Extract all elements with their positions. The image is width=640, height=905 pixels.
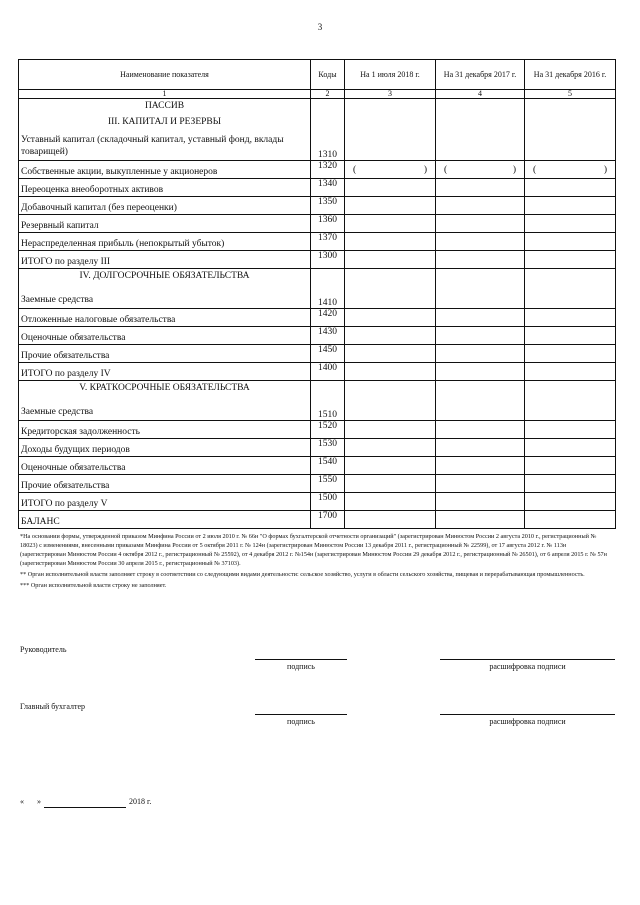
table-row bbox=[19, 251, 616, 269]
column-number: 1 bbox=[19, 90, 311, 99]
signature-line bbox=[255, 714, 347, 715]
row-code: 1400 bbox=[311, 363, 345, 381]
value-cell bbox=[436, 327, 525, 345]
row-name: Прочие обязательства bbox=[19, 475, 311, 493]
table-row bbox=[19, 439, 616, 457]
value-cell bbox=[525, 197, 616, 215]
value-cell bbox=[525, 99, 616, 161]
value-cell bbox=[345, 179, 436, 197]
row-code: 1530 bbox=[311, 439, 345, 457]
footnote: *** Орган исполнительной власти строку не заполняет. bbox=[20, 582, 167, 589]
accountant-label: Главный бухгалтер bbox=[20, 702, 85, 711]
row-name: Заемные средства bbox=[21, 295, 94, 305]
paren-close: ) bbox=[603, 164, 607, 175]
row-name: Нераспределенная прибыль (непокрытый убыток) bbox=[19, 233, 311, 251]
value-cell bbox=[345, 197, 436, 215]
value-cell bbox=[436, 215, 525, 233]
row-name: Оценочные обязательства bbox=[19, 327, 311, 345]
value-cell bbox=[525, 161, 616, 179]
value-cell bbox=[436, 475, 525, 493]
row-code: 1340 bbox=[311, 179, 345, 197]
row-code: 1320 bbox=[311, 161, 345, 179]
row-code: 1540 bbox=[311, 457, 345, 475]
table-row bbox=[19, 475, 616, 493]
date-line bbox=[44, 807, 126, 808]
value-cell bbox=[525, 457, 616, 475]
value-cell bbox=[345, 251, 436, 269]
value-cell bbox=[345, 161, 436, 179]
value-cell bbox=[436, 99, 525, 161]
date-year: 2018 г. bbox=[129, 797, 152, 806]
footnotes bbox=[20, 532, 612, 592]
value-cell bbox=[345, 511, 436, 529]
decoding-caption: расшифровка подписи bbox=[489, 662, 566, 671]
table-row bbox=[19, 381, 616, 421]
row-code: 1510 bbox=[311, 381, 345, 421]
paren-open: ( bbox=[353, 164, 357, 175]
value-cell bbox=[525, 381, 616, 421]
section-heading: III. КАПИТАЛ И РЕЗЕРВЫ bbox=[107, 117, 222, 127]
section-block bbox=[19, 269, 311, 309]
value-cell bbox=[345, 363, 436, 381]
value-cell bbox=[436, 197, 525, 215]
section-heading: V. КРАТКОСРОЧНЫЕ ОБЯЗАТЕЛЬСТВА bbox=[79, 383, 250, 393]
balance-sheet-table bbox=[18, 59, 616, 529]
liabilities-heading: ПАССИВ bbox=[144, 101, 185, 111]
row-name: ИТОГО по разделу IV bbox=[19, 363, 311, 381]
paren-open: ( bbox=[444, 164, 448, 175]
row-code: 1420 bbox=[311, 309, 345, 327]
table-row bbox=[19, 493, 616, 511]
column-numbers-row bbox=[19, 90, 616, 99]
value-cell bbox=[436, 345, 525, 363]
value-cell bbox=[436, 251, 525, 269]
table-row bbox=[19, 327, 616, 345]
signature-line bbox=[255, 659, 347, 660]
row-code: 1410 bbox=[311, 269, 345, 309]
value-cell bbox=[345, 475, 436, 493]
value-cell bbox=[345, 309, 436, 327]
row-name: Отложенные налоговые обязательства bbox=[19, 309, 311, 327]
footnote: *На основании формы, утвержденной приказом Минфина России от 2 июля 2010 г. № 66н "О формах бухгалтерской отчетности организаций" (зарегистрирован Минюстом России 2 августа 2010 г., регистрационный № 18023) с изменениями, внесенными приказами Минфина России от 5 октября 2011 г. № 124н (зарегистрирован Минюстом России 13 декабря 2011 г., регистрационный № 22599), от 17 августа 2012 г. № 113н (зарегистрирован Минюстом России 4 октября 2012 г., регистрационный № 25592), от 4 декабря 2012 г. №154н (зарегистрирован Минюстом России 29 декабря 2012 г., регистрационный № 26501), от 6 апреля 2015 г. № 57н (зарегистрирован Минюстом России 30 апреля 2015 г., регистрационный № 37103). bbox=[20, 533, 607, 567]
paren-close: ) bbox=[512, 164, 516, 175]
value-cell bbox=[345, 99, 436, 161]
row-name: Прочие обязательства bbox=[19, 345, 311, 363]
value-cell bbox=[525, 493, 616, 511]
row-name: Доходы будущих периодов bbox=[19, 439, 311, 457]
column-number: 5 bbox=[525, 90, 616, 99]
column-number: 2 bbox=[311, 90, 345, 99]
value-cell bbox=[345, 345, 436, 363]
row-name: Заемные средства bbox=[21, 407, 94, 417]
row-code: 1430 bbox=[311, 327, 345, 345]
value-cell bbox=[345, 421, 436, 439]
decoding-caption: расшифровка подписи bbox=[489, 717, 566, 726]
value-cell bbox=[525, 179, 616, 197]
value-cell bbox=[345, 233, 436, 251]
row-code: 1370 bbox=[311, 233, 345, 251]
row-code: 1450 bbox=[311, 345, 345, 363]
table-row bbox=[19, 99, 616, 161]
value-cell bbox=[525, 269, 616, 309]
row-name: Оценочные обязательства bbox=[19, 457, 311, 475]
row-name: Кредиторская задолженность bbox=[19, 421, 311, 439]
section-block bbox=[19, 381, 311, 421]
table-row bbox=[19, 363, 616, 381]
row-code: 1300 bbox=[311, 251, 345, 269]
value-cell bbox=[345, 493, 436, 511]
decoding-line bbox=[440, 714, 615, 715]
row-name: Добавочный капитал (без переоценки) bbox=[19, 197, 311, 215]
value-cell bbox=[436, 439, 525, 457]
value-cell bbox=[436, 233, 525, 251]
value-cell bbox=[525, 233, 616, 251]
value-cell bbox=[525, 421, 616, 439]
column-number: 3 bbox=[345, 90, 436, 99]
row-name: Резервный капитал bbox=[19, 215, 311, 233]
value-cell bbox=[345, 269, 436, 309]
value-cell bbox=[436, 493, 525, 511]
value-cell bbox=[436, 421, 525, 439]
value-cell bbox=[436, 161, 525, 179]
value-cell bbox=[345, 381, 436, 421]
section-heading: IV. ДОЛГОСРОЧНЫЕ ОБЯЗАТЕЛЬСТВА bbox=[79, 271, 250, 281]
value-cell bbox=[436, 381, 525, 421]
page-number: 3 bbox=[317, 22, 323, 32]
value-cell bbox=[436, 511, 525, 529]
paren-open: ( bbox=[533, 164, 537, 175]
date-close-quote: » bbox=[37, 797, 41, 806]
table-row bbox=[19, 161, 616, 179]
table-row bbox=[19, 345, 616, 363]
head-label: Руководитель bbox=[20, 645, 67, 654]
value-cell bbox=[436, 179, 525, 197]
value-cell bbox=[525, 345, 616, 363]
value-cell bbox=[525, 363, 616, 381]
row-code: 1310 bbox=[311, 99, 345, 161]
value-cell bbox=[525, 215, 616, 233]
value-cell bbox=[345, 215, 436, 233]
row-name: Переоценка внеоборотных активов bbox=[19, 179, 311, 197]
table-row bbox=[19, 309, 616, 327]
header-col3: На 1 июля 2018 г. bbox=[345, 60, 436, 90]
table-row bbox=[19, 233, 616, 251]
row-code: 1550 bbox=[311, 475, 345, 493]
header-name: Наименование показателя bbox=[19, 60, 311, 90]
row-name: Уставный капитал (складочный капитал, уставный фонд, вклады товарищей) bbox=[21, 135, 284, 157]
value-cell bbox=[525, 475, 616, 493]
table-row bbox=[19, 179, 616, 197]
table-header-row bbox=[19, 60, 616, 90]
row-code: 1700 bbox=[311, 511, 345, 529]
row-code: 1350 bbox=[311, 197, 345, 215]
value-cell bbox=[345, 457, 436, 475]
section-block bbox=[19, 99, 311, 161]
value-cell bbox=[345, 327, 436, 345]
value-cell bbox=[525, 511, 616, 529]
value-cell bbox=[525, 439, 616, 457]
row-code: 1360 bbox=[311, 215, 345, 233]
value-cell bbox=[525, 327, 616, 345]
table-row bbox=[19, 197, 616, 215]
table-row bbox=[19, 511, 616, 529]
header-col5: На 31 декабря 2016 г. bbox=[525, 60, 616, 90]
signature-caption: подпись bbox=[287, 717, 315, 726]
value-cell bbox=[436, 269, 525, 309]
value-cell bbox=[525, 251, 616, 269]
footnote: ** Орган исполнительной власти заполняет строку в соответствии со следующими видами деятельности: сельское хозяйство, услуги в области сельского хозяйства, пищевая и перерабатывающая промышленность. bbox=[20, 571, 585, 578]
table-row bbox=[19, 457, 616, 475]
row-code: 1500 bbox=[311, 493, 345, 511]
row-code: 1520 bbox=[311, 421, 345, 439]
row-name: ИТОГО по разделу V bbox=[19, 493, 311, 511]
paren-close: ) bbox=[423, 164, 427, 175]
signature-caption: подпись bbox=[287, 662, 315, 671]
value-cell bbox=[525, 309, 616, 327]
row-name: Собственные акции, выкупленные у акционеров bbox=[19, 161, 311, 179]
row-name: БАЛАНС bbox=[19, 511, 311, 529]
value-cell bbox=[436, 363, 525, 381]
value-cell bbox=[436, 457, 525, 475]
decoding-line bbox=[440, 659, 615, 660]
table-row bbox=[19, 421, 616, 439]
row-name: ИТОГО по разделу III bbox=[19, 251, 311, 269]
table-row bbox=[19, 269, 616, 309]
header-col4: На 31 декабря 2017 г. bbox=[436, 60, 525, 90]
header-codes: Коды bbox=[311, 60, 345, 90]
column-number: 4 bbox=[436, 90, 525, 99]
value-cell bbox=[345, 439, 436, 457]
value-cell bbox=[436, 309, 525, 327]
table-row bbox=[19, 215, 616, 233]
date-open-quote: « bbox=[20, 797, 24, 806]
